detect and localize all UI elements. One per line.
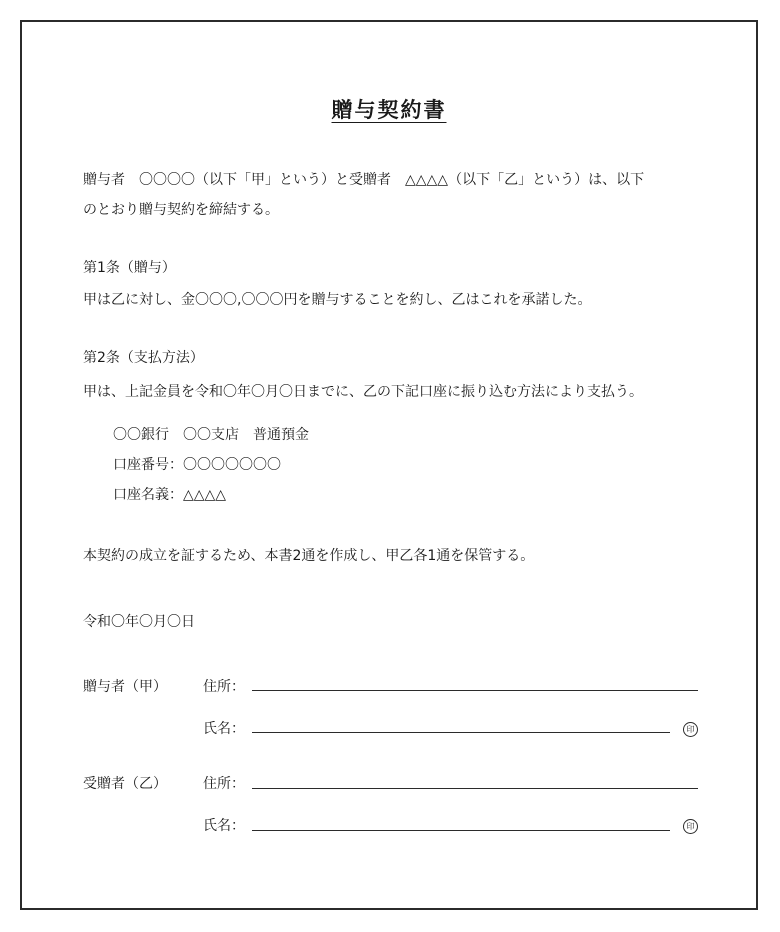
donor-name-label: 氏名： <box>203 721 245 737</box>
document-title <box>22 94 756 124</box>
donor-address-line[interactable] <box>252 690 698 691</box>
document-page <box>20 20 758 910</box>
contract-date: 令和〇年〇月〇日 <box>83 614 195 630</box>
account-number: 口座番号：〇〇〇〇〇〇〇 <box>113 457 281 473</box>
closing-statement: 本契約の成立を証するため、本書2通を作成し、甲乙各1通を保管する。 <box>83 548 535 564</box>
donor-name-line[interactable] <box>252 732 670 733</box>
article-1-heading: 第1条（贈与） <box>83 260 176 276</box>
recipient-name-label: 氏名： <box>203 818 245 834</box>
donor-label: 贈与者（甲） <box>83 679 167 695</box>
donor-seal-mark: 印 <box>683 722 698 737</box>
donor-address-label: 住所： <box>203 679 245 695</box>
document-title-text: 贈与契約書 <box>331 98 447 122</box>
recipient-name-line[interactable] <box>252 830 670 831</box>
recipient-label: 受贈者（乙） <box>83 776 167 792</box>
recipient-address-line[interactable] <box>252 788 698 789</box>
intro-line-2: のとおり贈与契約を締結する。 <box>83 202 279 218</box>
intro-line-1: 贈与者 〇〇〇〇（以下「甲」という）と受贈者 △△△△（以下「乙」という）は、以下 <box>83 172 645 188</box>
article-2-heading: 第2条（支払方法） <box>83 350 204 366</box>
article-2-body: 甲は、上記金員を令和〇年〇月〇日までに、乙の下記口座に振り込む方法により支払う。 <box>83 384 643 400</box>
recipient-address-label: 住所： <box>203 776 245 792</box>
article-1-body: 甲は乙に対し、金〇〇〇,〇〇〇円を贈与することを約し、乙はこれを承諾した。 <box>83 292 592 308</box>
recipient-seal-mark: 印 <box>683 819 698 834</box>
account-bank: 〇〇銀行 〇〇支店 普通預金 <box>113 427 309 443</box>
account-holder: 口座名義：△△△△ <box>113 487 227 503</box>
